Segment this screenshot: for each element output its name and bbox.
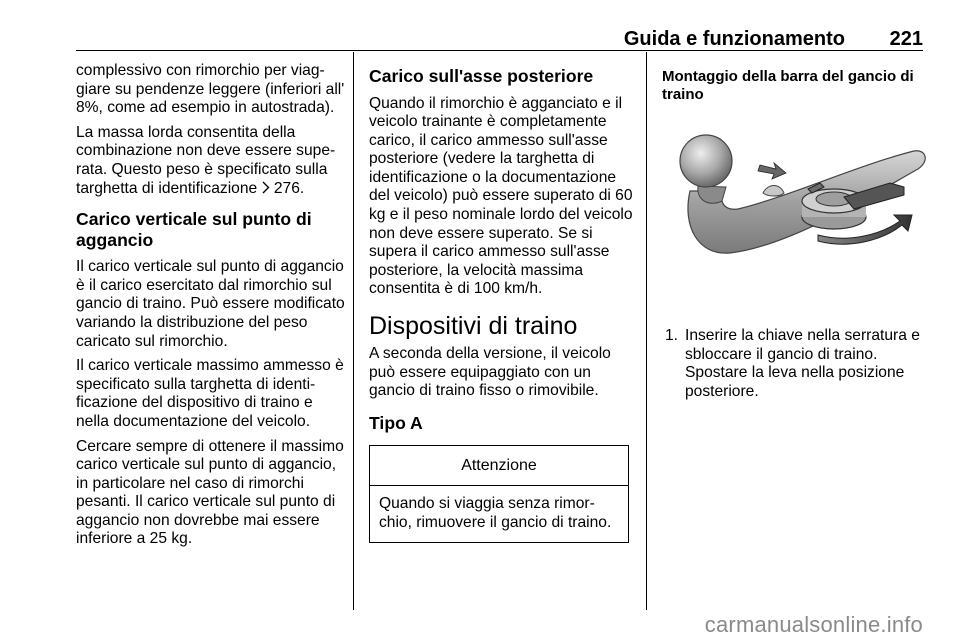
section-title: Guida e funzionamento [623, 28, 845, 50]
paragraph: Il carico verticale sul punto di aggancio è il carico esercitato dal rimorchio sul gancio di traino. Può essere modificato variando la distribuzione del peso caricato sul rimorchio. [76, 258, 345, 350]
watermark: carmanualsonline.info [704, 612, 923, 637]
warning-text: Quando si viaggia senza rimorchio, rimuovere il gancio di traino. [379, 495, 612, 531]
paragraph: Il carico verticale massimo ammesso è specificato sulla targhetta di identificazione del dispositivo di traino e nella documentazione del veicolo. [76, 357, 344, 430]
section-heading: Carico sull'asse posteriore [369, 66, 594, 86]
column-3 [662, 62, 924, 401]
paragraph: A seconda della versione, il veicolo può essere equipaggiato con un gancio di traino fisso o rimovibile. [369, 345, 611, 400]
column-divider-2 [646, 52, 647, 610]
warning-title: Attenzione [370, 446, 628, 486]
chapter-heading: Dispositivi di traino [369, 312, 578, 341]
column-divider-1 [353, 52, 354, 610]
paragraph: complessivo con rimorchio per viaggiare su pendenze leggere (inferiori all' 8%, come ad esempio in autostrada). [76, 62, 345, 117]
step-text: Inserire la chiave nella serratura e sbloccare il gancio di traino. Spostare la leva nella posizione posteriore. [685, 327, 920, 400]
paragraph: Cercare sempre di ottenere il massimo carico verticale sul punto di aggancio, in particolare nel caso di rimorchi pesanti. Il carico verticale sul punto di aggancio non dovrebbe mai essere inferiore a 25 kg. [76, 437, 344, 548]
header-divider [76, 50, 923, 51]
column-2 [369, 62, 633, 543]
page-number: 221 [889, 28, 923, 50]
paragraph [76, 124, 346, 199]
page-reference-arrow-icon [262, 181, 270, 200]
step-number: 1. [665, 327, 679, 344]
column-1 [76, 62, 346, 555]
warning-box [369, 445, 629, 542]
sub-heading: Tipo A [369, 412, 423, 433]
paragraph: Quando il rimorchio è agganciato e il veicolo trainante è completamente carico, il carico ammesso sull'asse posteriore (vedere la targhetta di identificazione o la documentazione del veicolo) può essere superato di 60 kg e il peso nominale lordo del veicolo non deve essere superato. Se si supera il carico ammesso sull'asse posteriore, la velocità massima consentita è di 100 km/h. [369, 94, 633, 298]
page-reference-link[interactable]: 276. [273, 179, 305, 197]
section-heading: Montaggio della barra del gancio di traino [662, 68, 914, 103]
paragraph-text: La massa lorda consentita della combinazione non deve essere superata. Questo peso è specificato sulla targhetta di identificazione [76, 123, 336, 197]
tow-bar-illustration-icon [668, 131, 933, 271]
section-heading: Carico verticale sul punto di aggancio [76, 209, 312, 250]
list-item [662, 327, 924, 401]
instruction-list [662, 327, 924, 401]
page-header [76, 28, 923, 52]
